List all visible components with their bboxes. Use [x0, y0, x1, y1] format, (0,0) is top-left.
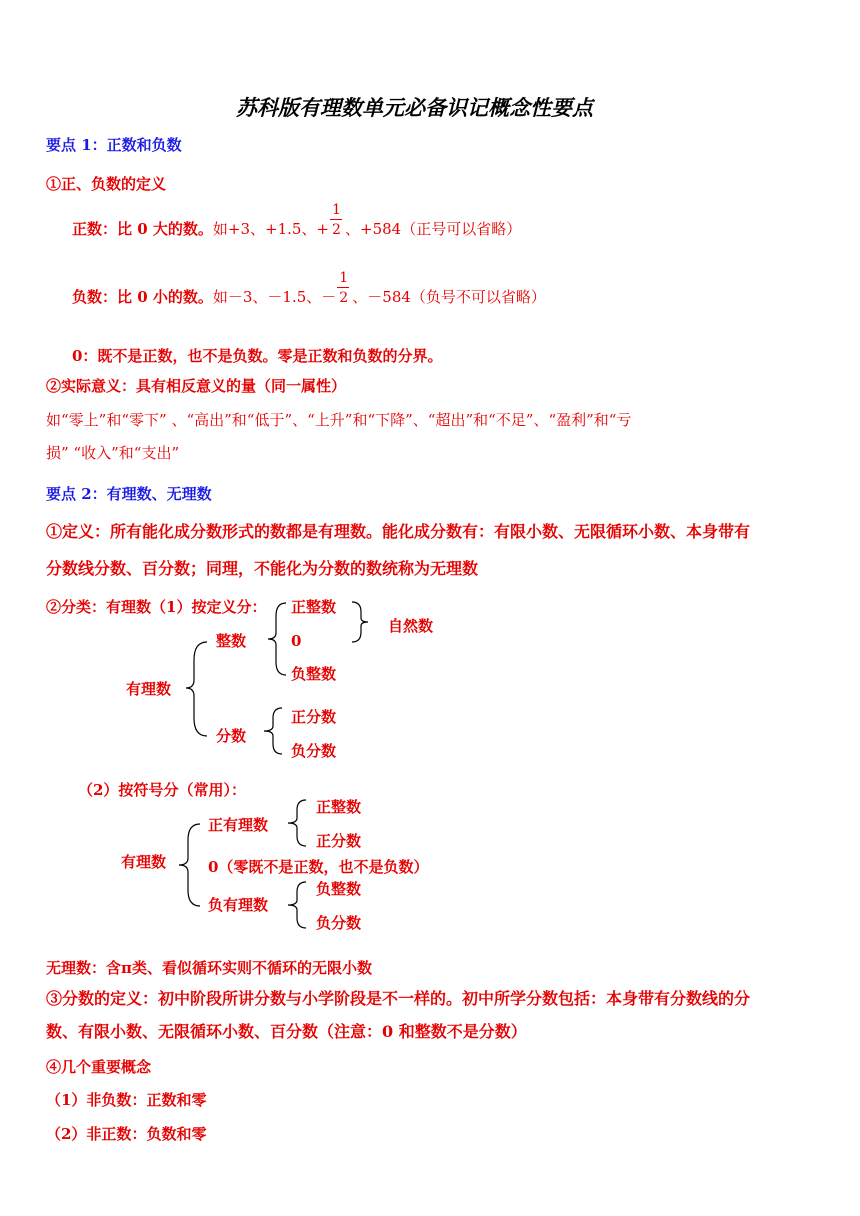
positive-examples-b: 、+584（正号可以省略） [345, 220, 522, 238]
negative-examples-b: 、－584（负号不可以省略） [352, 288, 546, 306]
positive-definition [72, 202, 522, 240]
negative-term: 负数：比 0 小的数。 [72, 288, 213, 306]
fraction-definition-line-1: ③分数的定义：初中阶段所讲分数与小学阶段是不一样的。初中所学分数包括：本身带有分数线的分 [46, 989, 751, 1008]
fraction-one-half [330, 202, 344, 240]
fraction-one-half [337, 270, 351, 308]
tree2-zero-note: 0（零既不是正数，也不是负数） [208, 858, 429, 876]
tree2-negative-fraction: 负分数 [316, 914, 362, 932]
fraction-bar [330, 219, 342, 220]
tree2-root-brace [174, 822, 204, 912]
tree1-integer-brace [262, 600, 292, 680]
tree1-integer: 整数 [216, 632, 247, 650]
tree2-negative-integer: 负整数 [316, 880, 362, 898]
meaning-line-2: 损” “收入”和“支出” [46, 444, 180, 462]
meaning-line-1: 如“零上”和“零下” 、“高出”和“低于”、“上升”和“下降”、“超出”和“不足”、“盈利”和“亏 [46, 411, 632, 429]
tree1-root: 有理数 [126, 680, 172, 698]
meaning-title: ②实际意义：具有相反意义的量（同一属性） [46, 377, 347, 395]
tree2-positive-integer: 正整数 [316, 798, 362, 816]
fraction-bar [337, 287, 349, 288]
tree2-root: 有理数 [121, 853, 167, 871]
tree1-negative-fraction: 负分数 [291, 742, 337, 760]
tree2-negative-rational: 负有理数 [208, 896, 269, 914]
tree1-fraction-brace [258, 706, 288, 756]
tree2-positive-brace [282, 798, 312, 848]
positive-examples-a: 如+3、+1.5、+ [212, 220, 329, 238]
tree1-fraction: 分数 [216, 727, 247, 745]
tree1-natural-brace [348, 600, 378, 645]
rational-definition-line-1: ①定义：所有能化成分数形式的数都是有理数。能化成分数有：有限小数、无限循环小数、本身带有 [46, 522, 751, 541]
zero-definition: 0：既不是正数，也不是负数。零是正数和负数的分界。 [72, 347, 443, 365]
tree1-positive-integer: 正整数 [291, 598, 337, 616]
tree2-positive-rational: 正有理数 [208, 816, 269, 834]
fraction-numerator: 1 [332, 202, 341, 218]
concept-non-negative: （1）非负数：正数和零 [46, 1091, 207, 1109]
tree1-zero: 0 [291, 632, 302, 650]
point2-heading: 要点 2：有理数、无理数 [46, 485, 212, 503]
classification-title: ②分类：有理数（1）按定义分： [46, 598, 267, 616]
concept-non-positive: （2）非正数：负数和零 [46, 1125, 207, 1143]
negative-definition [72, 270, 546, 308]
sign-classification-title: （2）按符号分（常用）： [78, 781, 246, 799]
tree1-root-brace [182, 640, 212, 740]
rational-definition-line-2: 分数线分数、百分数；同理，不能化为分数的数统称为无理数 [46, 559, 479, 578]
positive-term: 正数：比 0 大的数。 [72, 220, 213, 238]
point1-heading: 要点 1：正数和负数 [46, 136, 182, 154]
tree2-positive-fraction: 正分数 [316, 832, 362, 850]
negative-examples-a: 如－3、－1.5、－ [212, 288, 337, 306]
page-title: 苏科版有理数单元必备识记概念性要点 [236, 95, 593, 120]
tree1-positive-fraction: 正分数 [291, 708, 337, 726]
tree1-natural-number: 自然数 [388, 617, 434, 635]
definition-title: ①正、负数的定义 [46, 175, 167, 193]
tree1-negative-integer: 负整数 [291, 665, 337, 683]
concepts-title: ④几个重要概念 [46, 1058, 152, 1076]
tree2-negative-brace [282, 880, 312, 930]
fraction-denominator: 2 [339, 290, 349, 306]
fraction-definition-line-2: 数、有限小数、无限循环小数、百分数（注意：0 和整数不是分数） [46, 1022, 527, 1041]
fraction-denominator: 2 [332, 222, 341, 238]
fraction-numerator: 1 [339, 270, 349, 286]
irrational-definition: 无理数：含π类、看似循环实则不循环的无限小数 [46, 959, 372, 977]
